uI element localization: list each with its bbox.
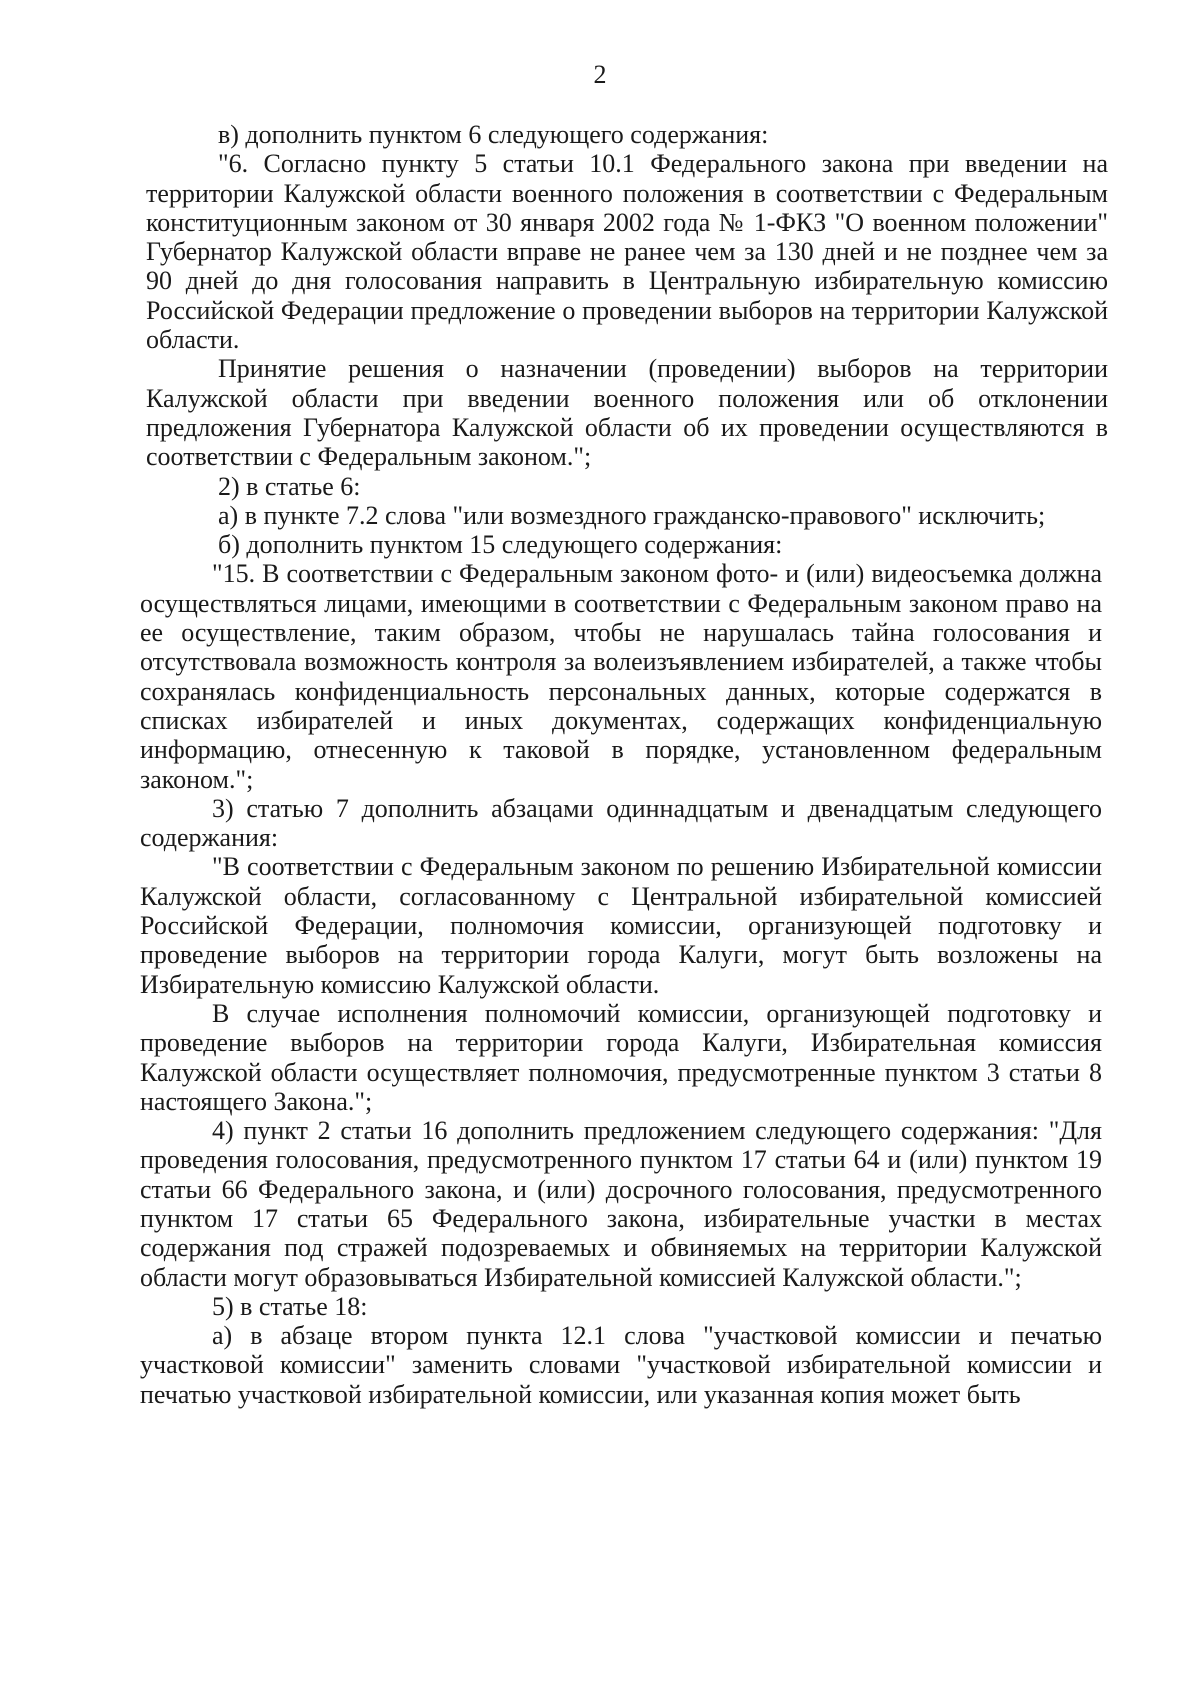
paragraph-point-6: "6. Согласно пункту 5 статьи 10.1 Федерального закона при введении на территории Калужской области военного положения в соответствии с Федеральным конституционным законом от 30 января 2002 года № 1-ФКЗ "О военном положении" Губернатор Калужской области вправе не ранее чем за 130 дней и не позднее чем за 90 дней до дня голосования направить в Центральную избирательную комиссию Российской Федерации предложение о проведении выборов на территории Калужской области. xyxy=(146,149,1108,355)
paragraph-point-7-2: а) в пункте 7.2 слова "или возмездного гражданско-правового" исключить; xyxy=(218,500,1046,530)
paragraph-point-15: "15. В соответствии с Федеральным законом фото- и (или) видеосъемка должна осуществляться лицами, имеющими в соответствии с Федеральным законом право на ее осуществление, таким образом, чтобы не нарушалась тайна голосования и отсутствовала возможность контроля за волеизъявлением избирателей, а также чтобы сохранялась конфиденциальность персональных данных, которые содержатся в списках избирателей и иных документах, содержащих конфиденциальную информацию, отнесенную к таковой в порядке, установленном федеральным законом."; xyxy=(140,559,1102,794)
paragraph-article-6: 2) в статье 6: xyxy=(218,471,361,501)
page-number: 2 xyxy=(593,60,607,89)
paragraph-amendment-v: в) дополнить пунктом 6 следующего содержания: xyxy=(218,120,769,149)
paragraph-commission-execution: В случае исполнения полномочий комиссии, организующей подготовку и проведение выборов на территории города Калуги, Избирательная комиссия Калужской области осуществляет полномочия, предусмотренные пунктом 3 статьи 8 настоящего Закона."; xyxy=(140,998,1102,1116)
paragraph-commission-powers: "В соответствии с Федеральным законом по решению Избирательной комиссии Калужской области, согласованному с Центральной избирательной комиссией Российской Федерации, полномочия комиссии, организующей подготовку и проведение выборов на территории города Калуги, могут быть возложены на Избирательную комиссию Калужской области. xyxy=(140,852,1102,999)
paragraph-article-16: 4) пункт 2 статьи 16 дополнить предложением следующего содержания: "Для проведения голосования, предусмотренного пунктом 17 статьи 64 и (или) пунктом 19 статьи 66 Федерального закона, и (или) досрочного голосования, предусмотренного пунктом 17 статьи 65 Федерального закона, избирательные участки в местах содержания под стражей подозреваемых и обвиняемых на территории Калужской области могут образовываться Избирательной комиссией Калужской области."; xyxy=(140,1116,1102,1292)
paragraph-election-decision: Принятие решения о назначении (проведении) выборов на территории Калужской области при введении военного положения или об отклонении предложения Губернатора Калужской области об их проведении осуществляются в соответствии с Федеральным законом."; xyxy=(146,354,1108,472)
document-body xyxy=(140,120,1108,1409)
paragraph-add-point-15: б) дополнить пунктом 15 следующего содержания: xyxy=(218,530,783,560)
paragraph-article-18: 5) в статье 18: xyxy=(212,1291,368,1321)
paragraph-article-7: 3) статью 7 дополнить абзацами одиннадцатым и двенадцатым следующего содержания: xyxy=(140,793,1102,853)
paragraph-point-12-1: а) в абзаце втором пункта 12.1 слова "участковой комиссии и печатью участковой комиссии" заменить словами "участковой избирательной комиссии и печатью участковой избирательной комиссии, или указанная копия может быть xyxy=(140,1321,1102,1409)
